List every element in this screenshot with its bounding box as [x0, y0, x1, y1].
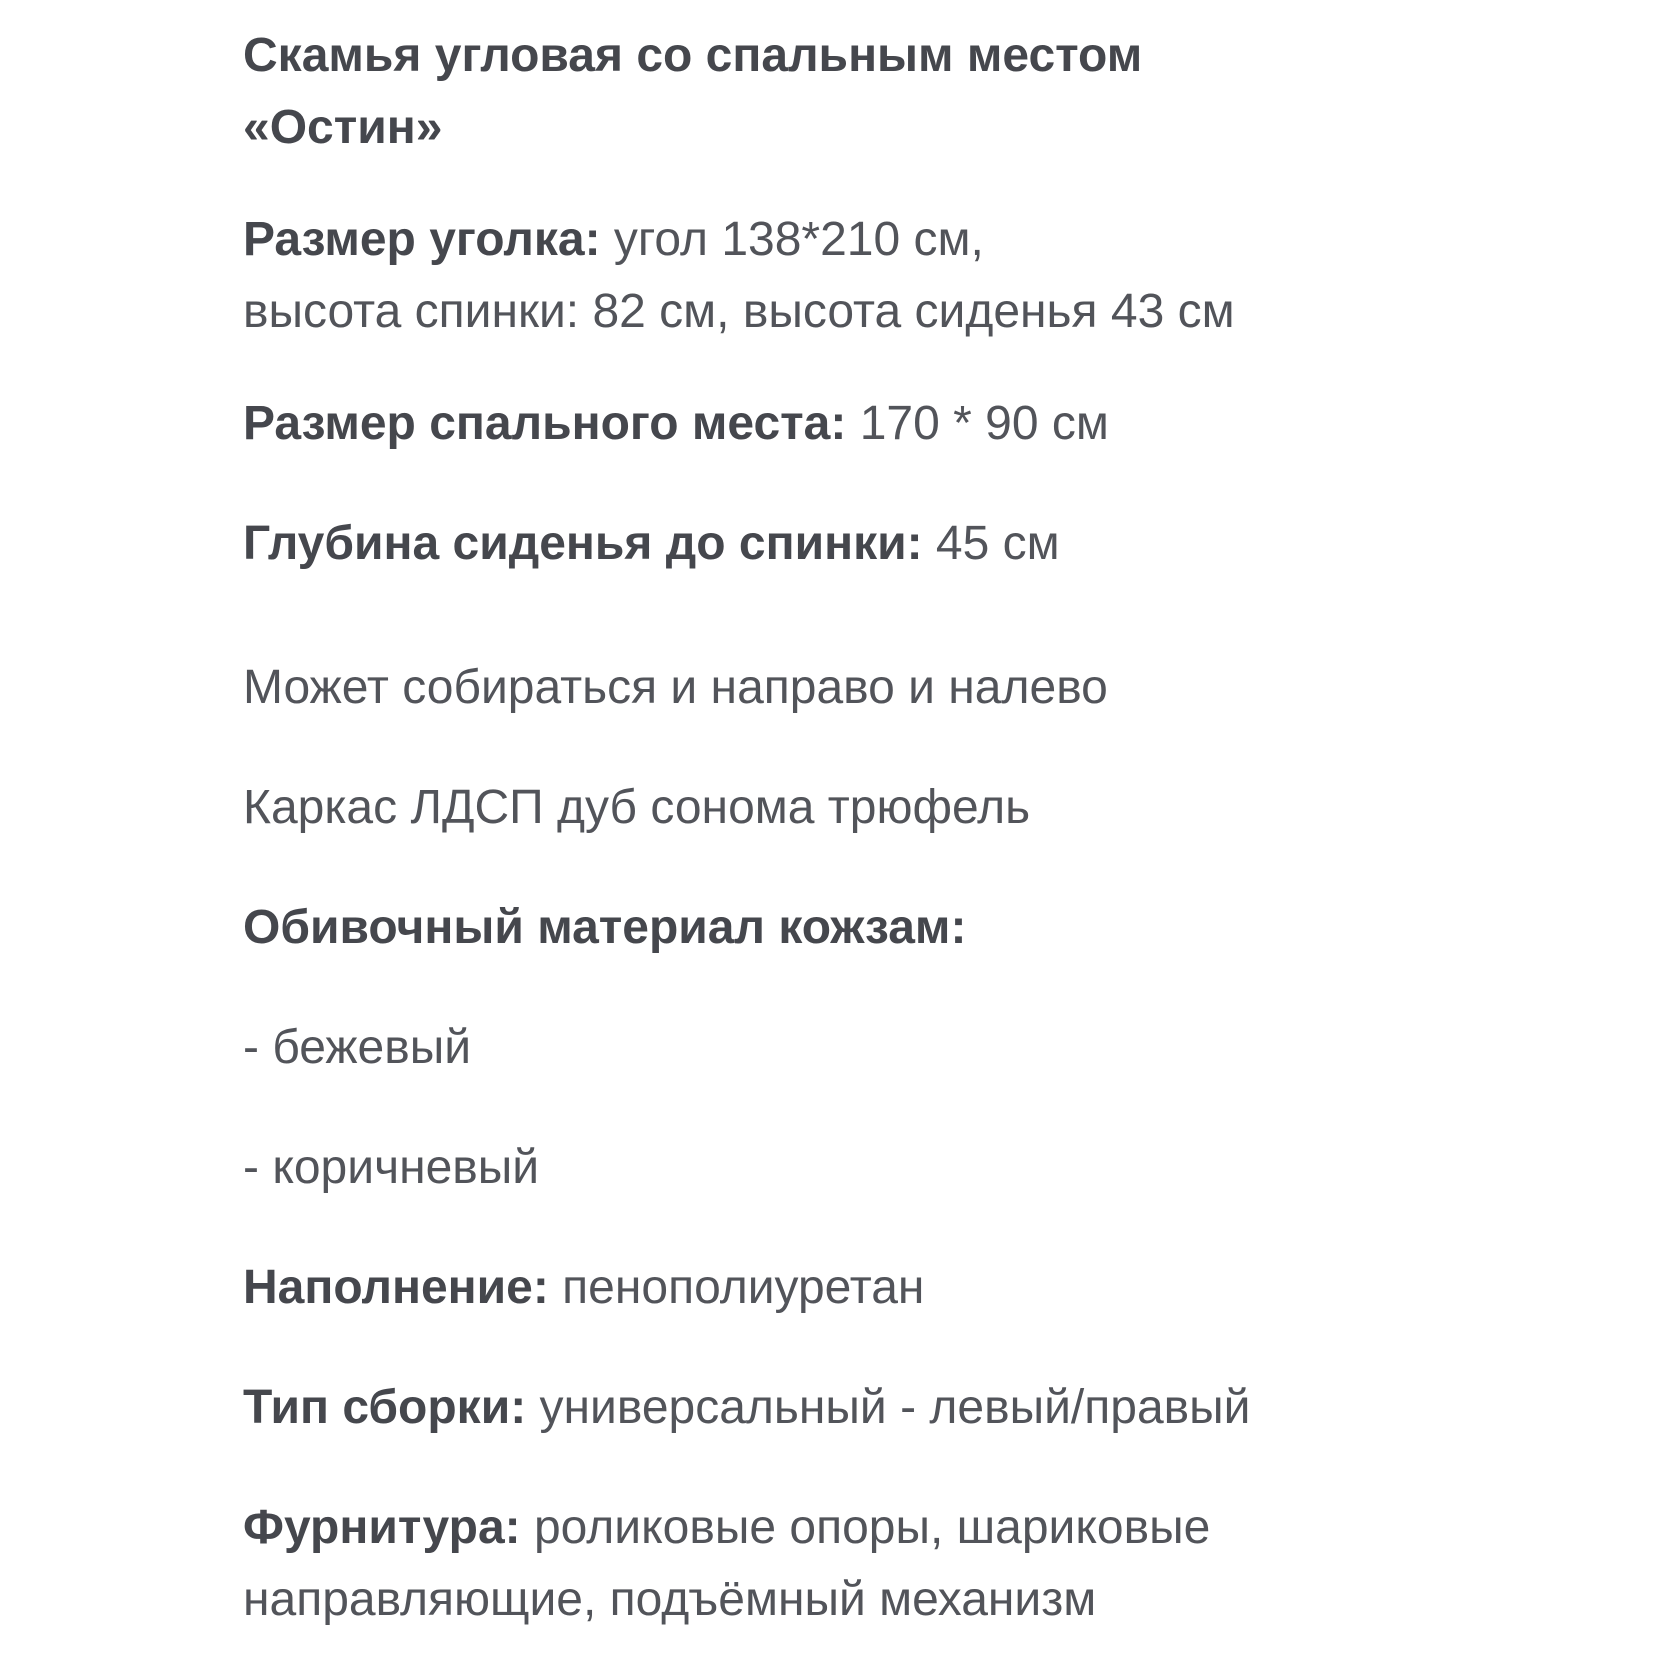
upholstery-heading: Обивочный материал кожзам: [243, 901, 967, 954]
spec-filling-label: Наполнение: [243, 1261, 549, 1314]
spec-corner-size [243, 204, 1493, 348]
product-title-line2: «Остин» [243, 101, 443, 154]
spec-assembly-type-label: Тип сборки: [243, 1381, 527, 1434]
spec-seat-depth-value: 45 см [922, 517, 1060, 570]
color-option-beige: - бежевый [243, 1021, 472, 1074]
spec-filling-value: пенополиуретан [548, 1261, 925, 1314]
spec-assembly-type [243, 1372, 1493, 1444]
spec-sleeping-size-label: Размер спального места: [243, 397, 847, 450]
frame-material-note: Каркас ЛДСП дуб сонома трюфель [243, 781, 1031, 834]
spec-corner-size-label: Размер уголка: [243, 213, 601, 266]
spec-corner-size-heights: высота спинки: 82 см, высота сиденья 43 см [243, 285, 1235, 338]
spec-hardware-label: Фурнитура: [243, 1501, 521, 1554]
product-description [243, 20, 1493, 1636]
spec-corner-size-value: угол 138*210 см, [600, 213, 984, 266]
product-title [243, 20, 1493, 164]
spec-filling [243, 1252, 1493, 1324]
product-title-line1: Скамья угловая со спальным местом [243, 29, 1143, 82]
spec-sleeping-size-value: 170 * 90 см [846, 397, 1109, 450]
assembly-direction-note: Может собираться и направо и налево [243, 661, 1108, 714]
spec-hardware-value: роликовые опоры, шариковые [520, 1501, 1211, 1554]
spec-assembly-type-value: универсальный - левый/правый [526, 1381, 1251, 1434]
spec-sleeping-size [243, 388, 1493, 460]
spec-hardware [243, 1492, 1493, 1636]
spec-hardware-value-line2: направляющие, подъёмный механизм [243, 1573, 1097, 1626]
spec-seat-depth [243, 508, 1493, 580]
color-option-brown: - коричневый [243, 1141, 540, 1194]
spec-seat-depth-label: Глубина сиденья до спинки: [243, 517, 923, 570]
